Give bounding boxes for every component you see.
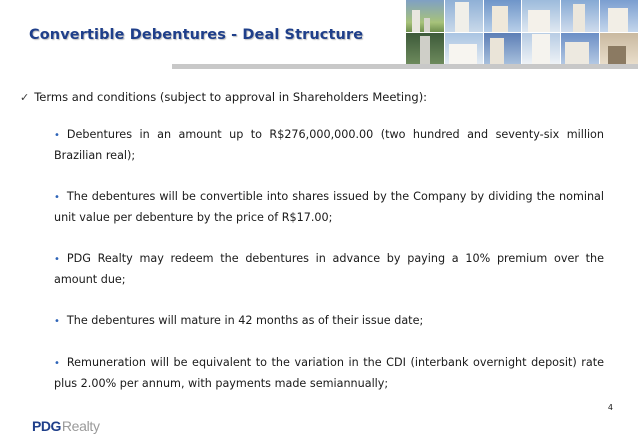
bullet-item [54, 125, 604, 166]
photo-tile [484, 33, 522, 65]
photo-tile [600, 0, 638, 32]
slide-title: Convertible Debentures - Deal Structure [29, 27, 364, 43]
bullet-icon: • [54, 254, 60, 265]
photo-tile [561, 0, 599, 32]
intro-text: Terms and conditions (subject to approval in Shareholders Meeting): [34, 90, 428, 104]
bullet-text: The debentures will be convertible into shares issued by the Company by dividing the nominal unit value per debenture by the price of R$17.00; [54, 190, 604, 224]
bullet-item [54, 249, 604, 290]
bullet-icon: • [54, 192, 60, 203]
bullet-item [54, 187, 604, 228]
photo-tile [484, 0, 522, 32]
bullet-item [54, 311, 604, 332]
bullet-list [54, 125, 604, 415]
photo-tile [406, 33, 444, 65]
bullet-text: Remuneration will be equivalent to the variation in the CDI (interbank overnight deposit) rate plus 2.00% per annum, with payments made semiannually; [54, 356, 604, 390]
photo-tile [445, 0, 483, 32]
bullet-icon: • [54, 316, 60, 327]
bullet-item [54, 353, 604, 394]
logo-pdg-text: PDG [32, 418, 61, 434]
page-number: 4 [607, 403, 613, 412]
logo-realty-text: Realty [61, 418, 100, 434]
bullet-text: The debentures will mature in 42 months as of their issue date; [66, 314, 424, 327]
company-logo [32, 418, 100, 434]
bullet-text: Debentures in an amount up to R$276,000,000.00 (two hundred and seventy-six million Brazilian real); [54, 128, 604, 162]
bullet-icon: • [54, 130, 60, 141]
photo-tile [522, 33, 560, 65]
bullet-text: PDG Realty may redeem the debentures in advance by paying a 10% premium over the amount due; [54, 252, 604, 286]
photo-tile [522, 0, 560, 32]
check-icon: ✓ [20, 90, 30, 104]
bullet-icon: • [54, 358, 60, 369]
photo-tile [561, 33, 599, 65]
header-divider [172, 64, 638, 69]
photo-tile [406, 0, 444, 32]
photo-tile [600, 33, 638, 65]
intro-line [20, 90, 427, 104]
building-photo-strip [406, 0, 638, 64]
photo-tile [445, 33, 483, 65]
